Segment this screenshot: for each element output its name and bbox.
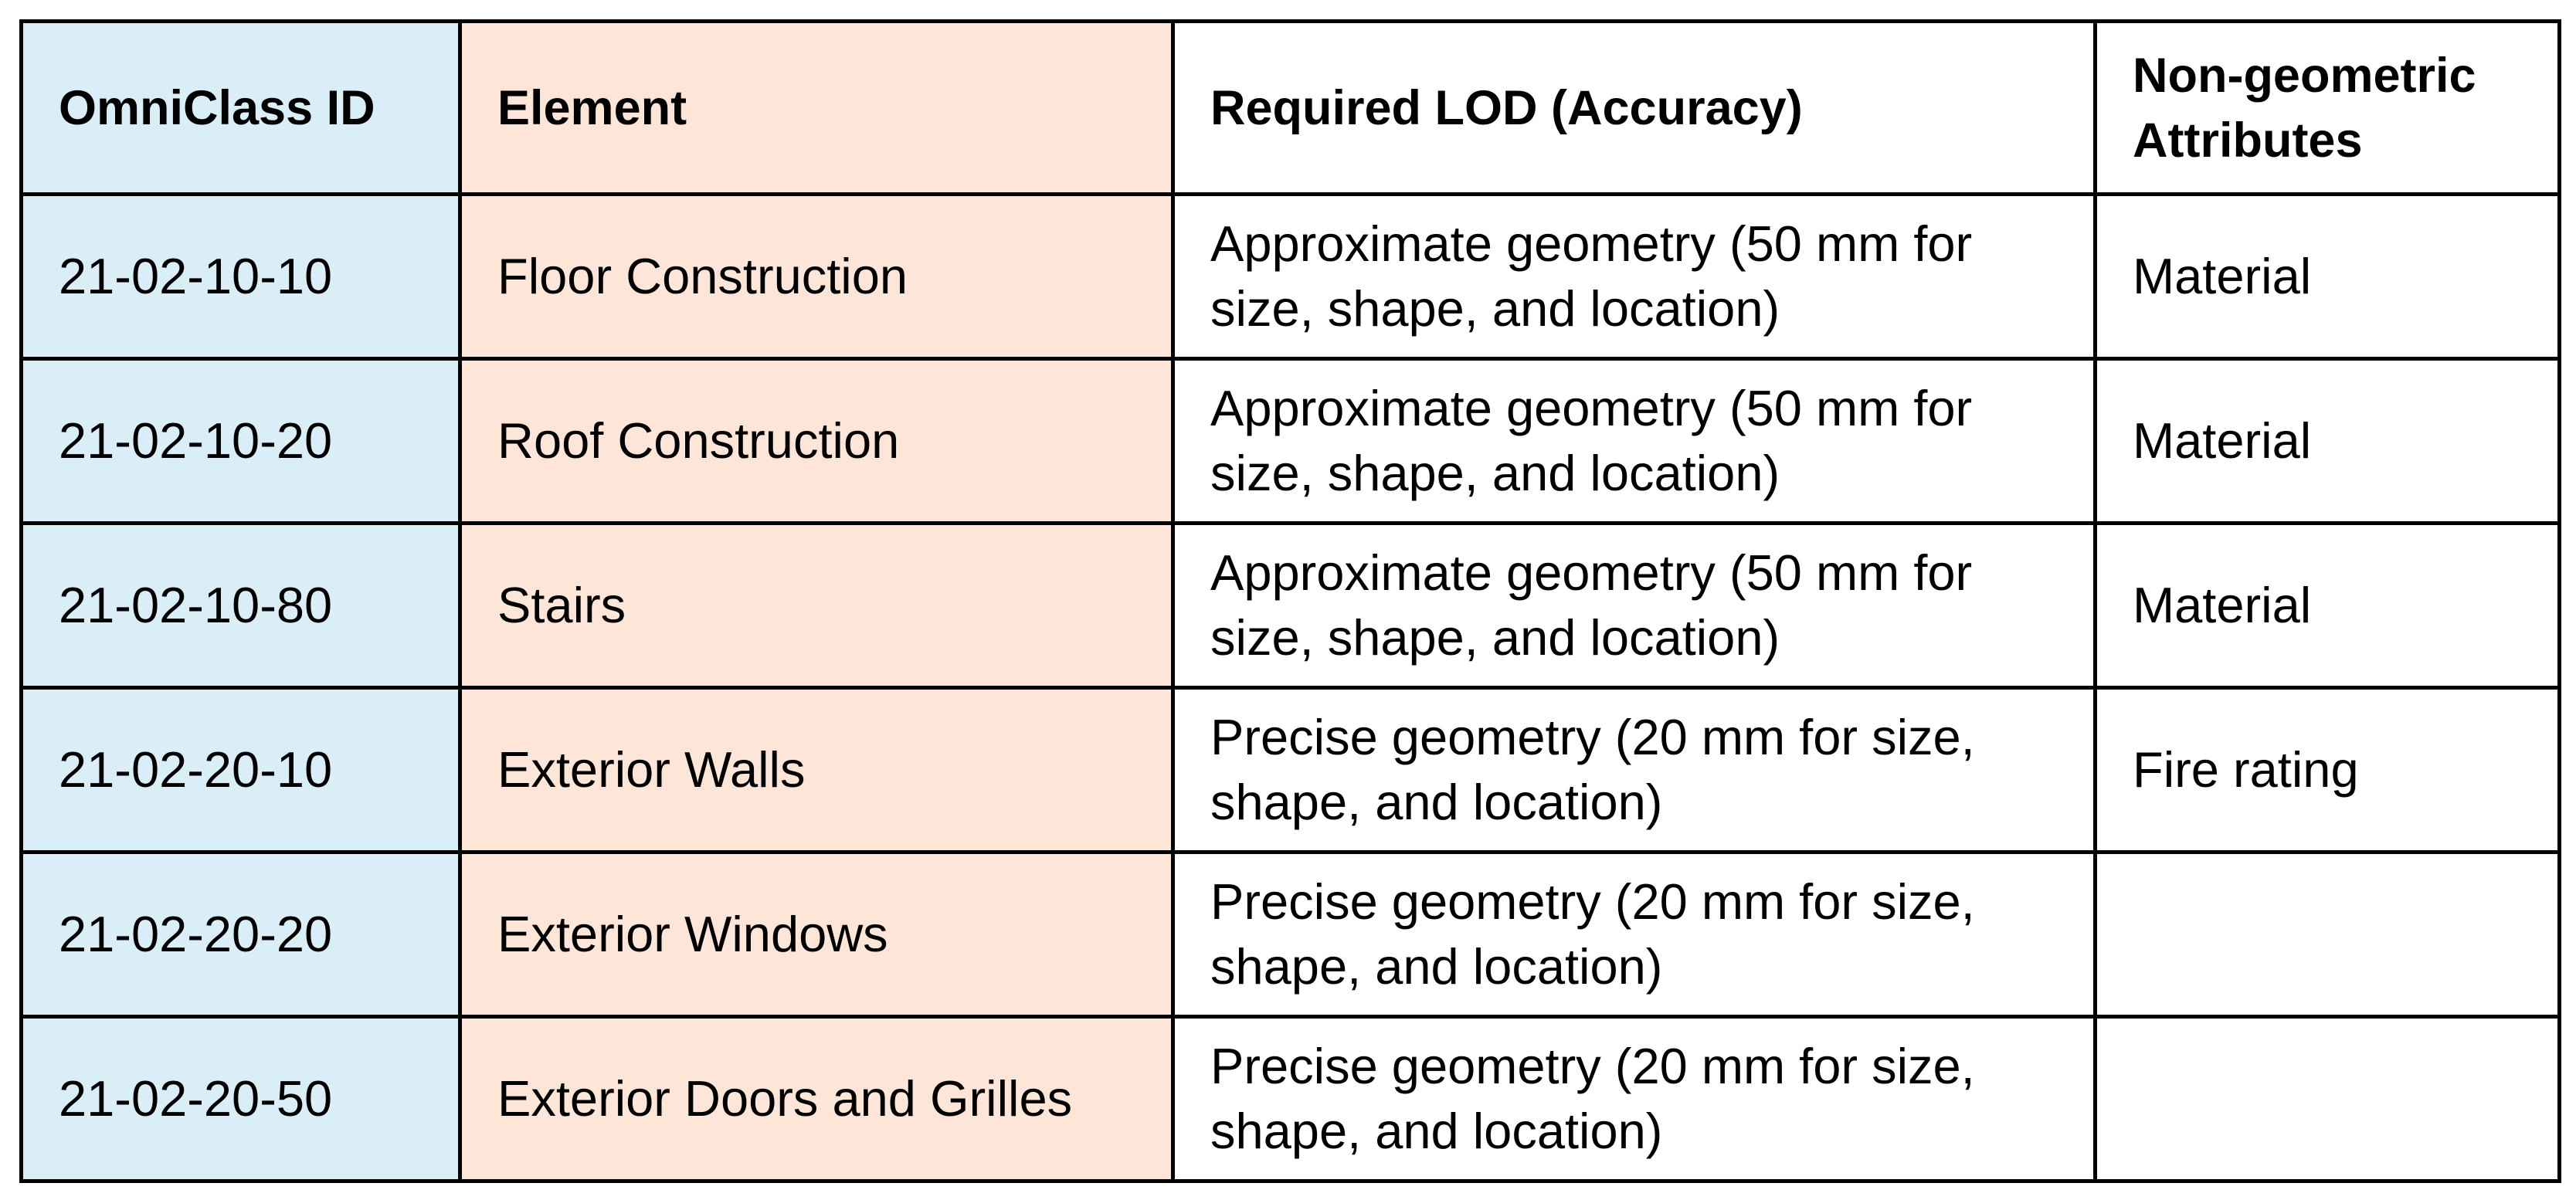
cell-element: Exterior Windows: [460, 853, 1173, 1017]
cell-element: Stairs: [460, 524, 1173, 688]
cell-required-lod: Precise geometry (20 mm for size, shape, and location): [1173, 853, 2096, 1017]
cell-attributes: Material: [2096, 359, 2560, 524]
header-omniclass-id: OmniClass ID: [22, 22, 460, 195]
cell-required-lod: Precise geometry (20 mm for size, shape, and location): [1173, 1017, 2096, 1181]
cell-attributes: Material: [2096, 195, 2560, 359]
cell-required-lod: Precise geometry (20 mm for size, shape, and location): [1173, 688, 2096, 853]
cell-element: Exterior Walls: [460, 688, 1173, 853]
cell-required-lod: Approximate geometry (50 mm for size, shape, and location): [1173, 524, 2096, 688]
lod-requirements-table-container: [19, 19, 2557, 1182]
table-row: [22, 195, 2560, 359]
table-row: [22, 853, 2560, 1017]
lod-requirements-table: [19, 19, 2561, 1183]
cell-element: Roof Construction: [460, 359, 1173, 524]
cell-attributes: Material: [2096, 524, 2560, 688]
cell-omniclass-id: 21-02-20-20: [22, 853, 460, 1017]
cell-element: Floor Construction: [460, 195, 1173, 359]
cell-required-lod: Approximate geometry (50 mm for size, shape, and location): [1173, 359, 2096, 524]
cell-required-lod: Approximate geometry (50 mm for size, shape, and location): [1173, 195, 2096, 359]
cell-attributes: [2096, 1017, 2560, 1181]
cell-element: Exterior Doors and Grilles: [460, 1017, 1173, 1181]
table-row: [22, 524, 2560, 688]
cell-omniclass-id: 21-02-10-80: [22, 524, 460, 688]
cell-omniclass-id: 21-02-10-10: [22, 195, 460, 359]
cell-attributes: [2096, 853, 2560, 1017]
table-header-row: [22, 22, 2560, 195]
cell-omniclass-id: 21-02-20-50: [22, 1017, 460, 1181]
cell-omniclass-id: 21-02-10-20: [22, 359, 460, 524]
cell-attributes: Fire rating: [2096, 688, 2560, 853]
cell-omniclass-id: 21-02-20-10: [22, 688, 460, 853]
table-row: [22, 688, 2560, 853]
table-row: [22, 1017, 2560, 1181]
header-non-geometric-attributes: Non-geometric Attributes: [2096, 22, 2560, 195]
header-required-lod: Required LOD (Accuracy): [1173, 22, 2096, 195]
table-row: [22, 359, 2560, 524]
header-element: Element: [460, 22, 1173, 195]
